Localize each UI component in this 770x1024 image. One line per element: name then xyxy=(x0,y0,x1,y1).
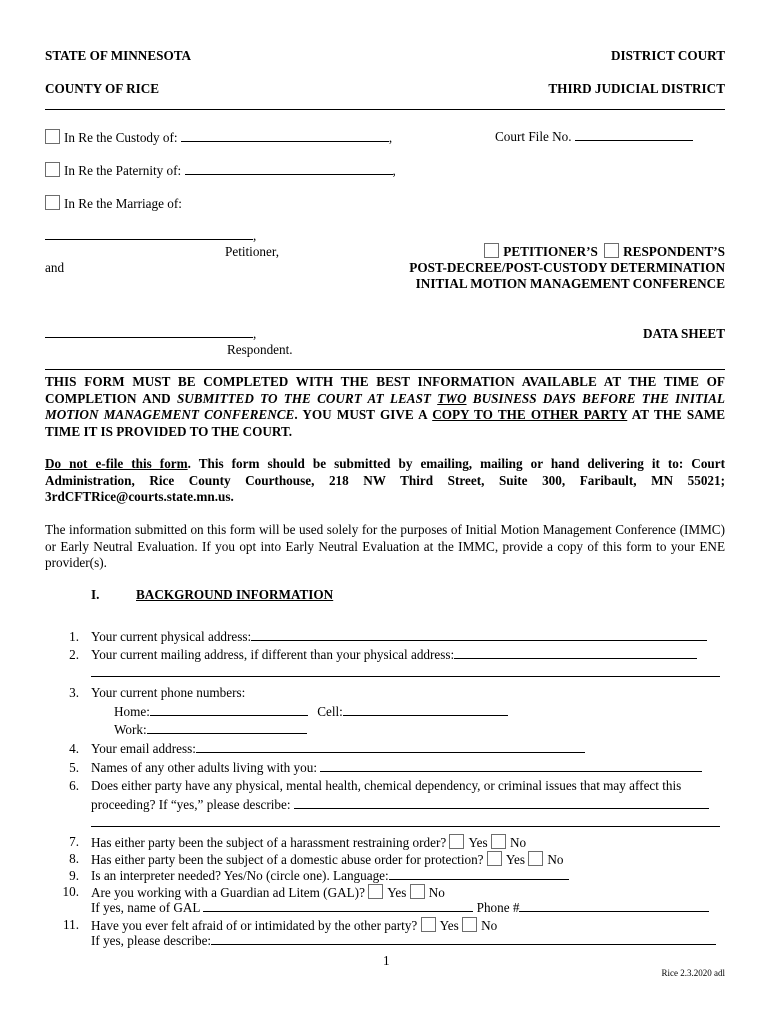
issues-describe-field-2[interactable] xyxy=(91,815,720,827)
q9-row xyxy=(91,868,569,883)
paternity-comma: , xyxy=(392,163,396,178)
q8-yes-label: Yes xyxy=(505,852,526,867)
submission-text: . This form should be submitted by emailing, mailing or hand delivering it to: Court Administration, Rice County Courthouse, 218 NW Third Street, Suite 300, Faribault, MN 55021; 3rdCFTRice@courts.state.mn.us. xyxy=(45,456,725,504)
respondent-comma: , xyxy=(253,326,257,341)
q3-home-cell-row xyxy=(114,704,508,719)
cell-label: Cell: xyxy=(317,704,343,719)
q11-number: 11. xyxy=(63,917,79,932)
work-phone-field[interactable] xyxy=(147,722,307,734)
q9-number: 9. xyxy=(69,868,79,883)
q7-yes-label: Yes xyxy=(468,835,488,850)
q8-label: Has either party been the subject of a domestic abuse order for protection? xyxy=(91,852,484,867)
and-label: and xyxy=(45,260,65,275)
paternity-checkbox[interactable] xyxy=(45,162,60,177)
county-label: COUNTY OF RICE xyxy=(45,81,160,96)
q7-label: Has either party been the subject of a harassment restraining order? xyxy=(91,835,447,850)
q5-number: 5. xyxy=(69,760,79,775)
petitioner-name-field[interactable] xyxy=(45,228,253,240)
q4-number: 4. xyxy=(69,741,79,756)
custody-comma: , xyxy=(388,130,393,145)
q10-label: Are you working with a Guardian ad Litem (GAL)? xyxy=(91,885,365,900)
data-sheet-title: DATA SHEET xyxy=(643,326,725,341)
q2-continuation-row xyxy=(91,665,720,680)
custody-checkbox[interactable] xyxy=(45,129,60,144)
custody-name-field[interactable] xyxy=(181,130,389,142)
instr-p1-d: BUSINESS DAYS BEFORE THE INITIAL MOTION MANAGEMENT CONFERENCE xyxy=(45,390,725,422)
petitioners-label: PETITIONER’S xyxy=(503,244,598,259)
q10-row xyxy=(91,884,445,900)
respondent-label: Respondent. xyxy=(227,342,293,357)
q4-label: Your email address: xyxy=(91,741,196,756)
q11-no-label: No xyxy=(481,918,498,933)
q11-describe-row xyxy=(91,933,716,948)
petitioner-comma: , xyxy=(253,228,257,243)
q6-continuation-row xyxy=(91,815,720,830)
q4-row xyxy=(91,741,585,756)
respondents-label: RESPONDENT’S xyxy=(623,244,725,259)
instructions-bold-paragraph xyxy=(45,374,725,440)
marriage-checkbox[interactable] xyxy=(45,195,60,210)
q1-row xyxy=(91,629,707,644)
court-file-label: Court File No. xyxy=(495,129,572,144)
q8-no-label: No xyxy=(547,852,564,867)
title-line-2: POST-DECREE/POST-CUSTODY DETERMINATION xyxy=(409,260,725,275)
no-efile-notice: Do not e-file this form xyxy=(45,456,188,471)
gal-phone-label: Phone # xyxy=(476,900,520,915)
other-adults-field[interactable] xyxy=(320,760,702,772)
q3-number: 3. xyxy=(69,685,79,700)
q10-yes-checkbox[interactable] xyxy=(368,884,383,899)
q5-row xyxy=(91,760,702,775)
gal-name-field[interactable] xyxy=(203,900,473,912)
q9-label: Is an interpreter needed? Yes/No (circle one). Language: xyxy=(91,868,389,883)
q6-number: 6. xyxy=(69,778,79,793)
q10-yes-label: Yes xyxy=(387,885,407,900)
language-field[interactable] xyxy=(389,868,569,880)
district-label: THIRD JUDICIAL DISTRICT xyxy=(548,81,725,96)
petitioner-respondent-title xyxy=(484,243,725,259)
section-title: BACKGROUND INFORMATION xyxy=(136,587,334,602)
q6-row-2 xyxy=(91,797,709,812)
q10-number: 10. xyxy=(62,884,79,899)
q5-label: Names of any other adults living with you: xyxy=(91,760,317,775)
marriage-row xyxy=(45,195,182,211)
q3-label: Your current phone numbers: xyxy=(91,685,246,700)
physical-address-field[interactable] xyxy=(251,629,707,641)
email-field[interactable] xyxy=(196,741,585,753)
instr-p1-b: SUBMITTED TO THE COURT AT LEAST xyxy=(176,390,438,406)
petitioner-label: Petitioner, xyxy=(225,244,280,259)
caption-divider xyxy=(45,369,725,370)
q11-yes-checkbox[interactable] xyxy=(421,917,436,932)
section-number: I. xyxy=(91,587,100,602)
issues-describe-field[interactable] xyxy=(294,797,709,809)
instr-p1-f: COPY TO THE OTHER PARTY xyxy=(432,407,628,422)
petitioners-checkbox[interactable] xyxy=(484,243,499,258)
gal-name-label: If yes, name of GAL xyxy=(91,900,201,915)
court-file-row xyxy=(495,129,693,144)
paternity-label: In Re the Paternity of: xyxy=(64,163,182,178)
q8-row xyxy=(91,851,563,867)
q8-no-checkbox[interactable] xyxy=(528,851,543,866)
q1-label: Your current physical address: xyxy=(91,629,252,644)
mailing-address-field-2[interactable] xyxy=(91,665,720,677)
q11-describe-label: If yes, please describe: xyxy=(91,933,212,948)
q8-number: 8. xyxy=(69,851,79,866)
title-line-3: INITIAL MOTION MANAGEMENT CONFERENCE xyxy=(415,276,725,291)
submission-paragraph xyxy=(45,456,725,506)
q1-number: 1. xyxy=(69,629,79,644)
q10-gal-row xyxy=(91,900,709,915)
q8-yes-checkbox[interactable] xyxy=(487,851,502,866)
marriage-label: In Re the Marriage of: xyxy=(64,196,182,211)
q2-label: Your current mailing address, if different than your physical address: xyxy=(91,647,455,662)
q6-line-2: proceeding? If “yes,” please describe: xyxy=(91,797,291,812)
intimidation-describe-field[interactable] xyxy=(211,933,716,945)
q7-row xyxy=(91,834,526,850)
home-label: Home: xyxy=(114,704,150,719)
respondents-checkbox[interactable] xyxy=(604,243,619,258)
work-label: Work: xyxy=(114,722,147,737)
custody-row xyxy=(45,129,392,145)
header-divider xyxy=(45,109,725,110)
q3-work-row xyxy=(114,722,307,737)
paternity-name-field[interactable] xyxy=(185,163,393,175)
q7-no-checkbox[interactable] xyxy=(491,834,506,849)
instr-p1-c: TWO xyxy=(437,390,467,406)
q2-row xyxy=(91,647,697,662)
purpose-paragraph: The information submitted on this form will be used solely for the purposes of Initial Motion Management Conference (IMMC) or Early Neutral Evaluation. If you opt into Early Neutral Evaluation at the IMMC, provide a copy of this form to your ENE provider(s). xyxy=(45,522,725,570)
state-label: STATE OF MINNESOTA xyxy=(45,48,192,63)
q7-yes-checkbox[interactable] xyxy=(449,834,464,849)
form-code: Rice 2.3.2020 adl xyxy=(661,968,725,978)
q7-number: 7. xyxy=(69,834,79,849)
cell-phone-field[interactable] xyxy=(343,704,508,716)
court-label: DISTRICT COURT xyxy=(611,48,725,63)
q10-no-checkbox[interactable] xyxy=(410,884,425,899)
q11-row xyxy=(91,917,497,933)
page-number: 1 xyxy=(383,953,390,968)
q11-no-checkbox[interactable] xyxy=(462,917,477,932)
respondent-line-row xyxy=(45,326,256,341)
q7-no-label: No xyxy=(509,835,527,850)
home-phone-field[interactable] xyxy=(150,704,308,716)
mailing-address-field[interactable] xyxy=(454,647,697,659)
instr-p1-a: THIS FORM MUST BE COMPLETED WITH THE BEST INFORMATION AVAILABLE AT THE TIME OF COMPLETION AND xyxy=(45,374,725,406)
q11-yes-label: Yes xyxy=(439,918,459,933)
paternity-row xyxy=(45,162,396,178)
q6-line-1: Does either party have any physical, mental health, chemical dependency, or criminal issues that may affect this xyxy=(91,778,682,793)
gal-phone-field[interactable] xyxy=(519,900,709,912)
q2-number: 2. xyxy=(69,647,79,662)
petitioner-line-row xyxy=(45,228,256,243)
q11-label: Have you ever felt afraid of or intimidated by the other party? xyxy=(91,918,418,933)
q10-no-label: No xyxy=(428,885,445,900)
court-file-field[interactable] xyxy=(575,129,693,141)
respondent-name-field[interactable] xyxy=(45,326,253,338)
instr-p1-g: AT THE SAME TIME IT IS PROVIDED TO THE COURT. xyxy=(45,407,725,439)
custody-label: In Re the Custody of: xyxy=(64,130,178,145)
instr-p1-e: . YOU MUST GIVE A xyxy=(294,407,433,422)
